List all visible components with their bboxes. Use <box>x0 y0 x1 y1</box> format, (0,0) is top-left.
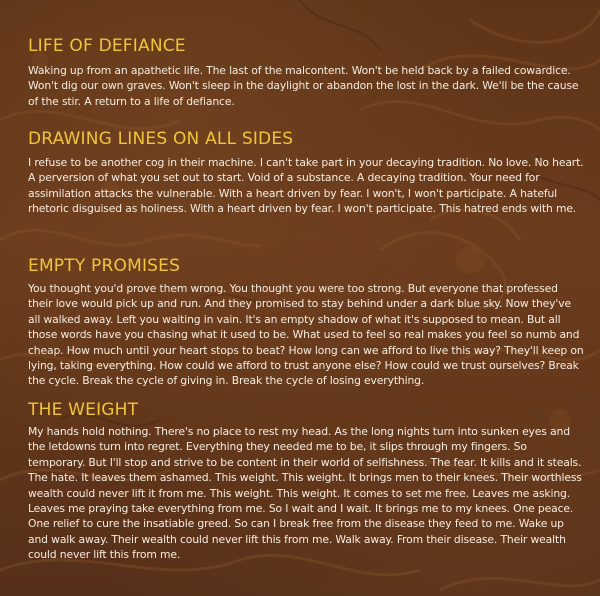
lyrics-section-drawing-lines-on-all-sides <box>28 129 584 217</box>
lyrics-section-the-weight <box>28 400 584 563</box>
song-title: THE WEIGHT <box>28 400 139 420</box>
song-title: DRAWING LINES ON ALL SIDES <box>28 129 294 149</box>
lyrics-section-empty-promises <box>28 256 584 389</box>
song-lyrics: Waking up from an apathetic life. The last of the malcontent. Won't be held back by a failed cowardice. Won't dig our own graves. Won't sleep in the daylight or abandon the lost in the dark. We'll be the cause of the stir. A return to a life of defiance. <box>28 64 579 108</box>
lyrics-section-life-of-defiance <box>28 36 584 109</box>
song-title: LIFE OF DEFIANCE <box>28 36 186 56</box>
song-title: EMPTY PROMISES <box>28 256 181 276</box>
song-lyrics: My hands hold nothing. There's no place to rest my head. As the long nights turn into sunken eyes and the letdowns turn into regret. Everything they needed me to be, it slips through my fingers. So temporary. But I'll stop and strive to be content in their world of selfishness. The fear. It kills and it steals. The hate. It leaves them ashamed. This weight. This weight. It brings men to their knees. Their worthless wealth could never lift it from me. This weight. This weight. It comes to set me free. Leaves me asking. Leaves me praying take everything from me. So I wait and I wait. It brings me to my knees. One peace. One relief to cure the insatiable greed. So can I break free from the disease they feed to me. Wake up and walk away. Their wealth could never lift this from me. Walk away. From their disease. Their wealth could never lift this from me. <box>28 425 582 562</box>
song-lyrics: I refuse to be another cog in their machine. I can't take part in your decaying tradition. No love. No heart. A perversion of what you set out to start. Void of a substance. A decaying tradition. Your need for assimilation attacks the vulnerable. With a heart driven by fear. I won't, I won't participate. A hateful rhetoric disguised as holiness. With a heart driven by fear. I won't participate. This hatred ends with me. <box>28 156 584 216</box>
song-lyrics: You thought you'd prove them wrong. You thought you were too strong. But everyone that professed their love would pick up and run. And they promised to stay behind under a dark blue sky. Now they've all walked away. Left you waiting in vain. It's an empty shadow of what it's supposed to mean. But all those words have you chasing what it used to be. What used to feel so real makes you feel so numb and cheap. How much until your heart stops to beat? How long can we afford to live this way? They'll keep on lying, taking everything. How could we afford to trust anyone else? How could we trust ourselves? Break the cycle. Break the cycle of giving in. Break the cycle of losing everything. <box>28 282 584 388</box>
